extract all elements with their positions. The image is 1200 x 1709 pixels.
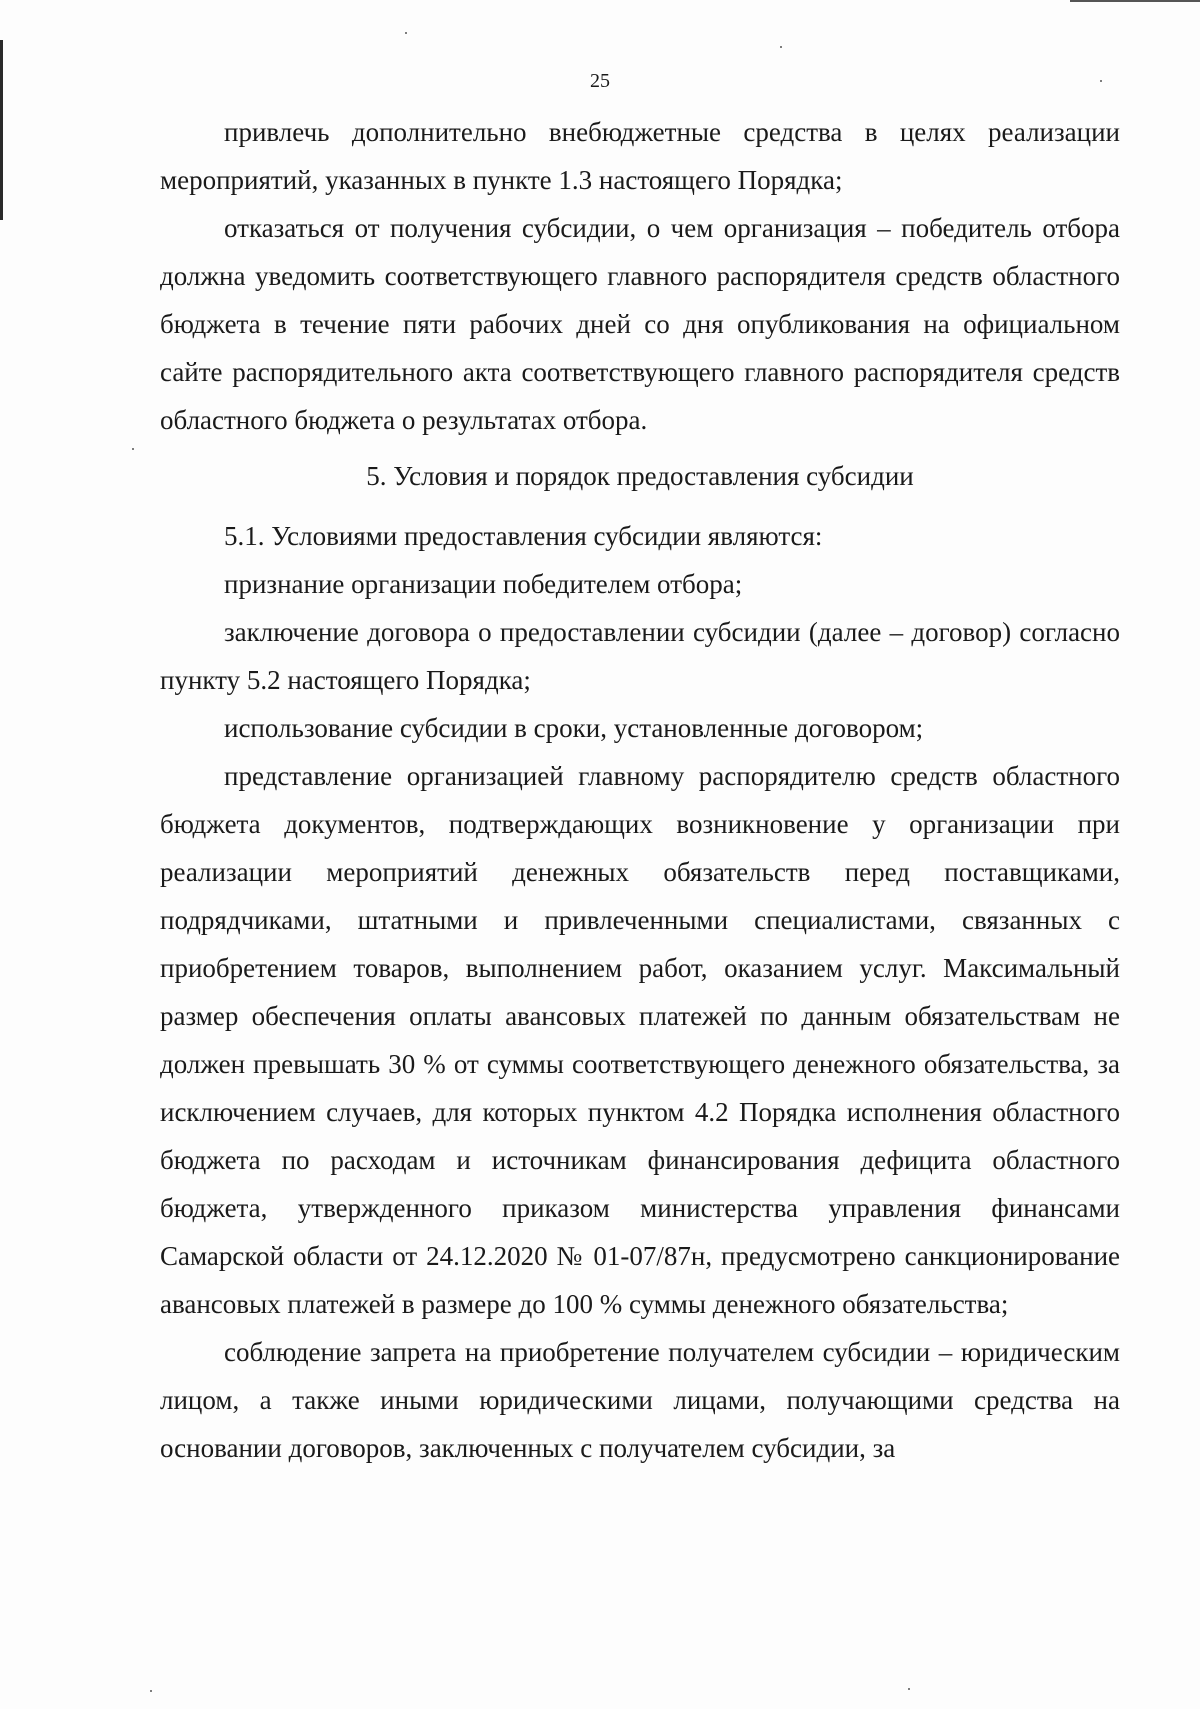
scan-edge-mark [1070, 0, 1200, 2]
paragraph: соблюдение запрета на приобретение получателем субсидии – юридическим лицом, а также иными юридическими лицами, получающими средства на основании договоров, заключенных с получателем субсидии, за [160, 1337, 1120, 1463]
page-number: 25 [590, 70, 610, 92]
paragraph: привлечь дополнительно внебюджетные средства в целях реализации мероприятий, указанных в пункте 1.3 настоящего Порядка; [160, 117, 1120, 195]
paragraph: заключение договора о предоставлении субсидии (далее – договор) согласно пункту 5.2 настоящего Порядка; [160, 617, 1120, 695]
scan-edge-mark [0, 40, 3, 220]
paragraph: 5.1. Условиями предоставления субсидии являются: [224, 521, 823, 551]
body-text-top [160, 108, 1120, 444]
scan-speck [908, 1688, 910, 1690]
paragraph: представление организацией главному распорядителю средств областного бюджета документов, подтверждающих возникновение у организации при реализации мероприятий денежных обязательств перед поставщиками, подрядчиками, штатными и привлеченными специалистами, связанных с приобретением товаров, выполнением работ, оказанием услуг. Максимальный размер обеспечения оплаты авансовых платежей по данным обязательствам не должен превышать 30 % от суммы соответствующего денежного обязательства, за исключением случаев, для которых пунктом 4.2 Порядка исполнения областного бюджета по расходам и источникам финансирования дефицита областного бюджета, утвержденного приказом министерства управления финансами Самарской области от 24.12.2020 № 01-07/87н, предусмотрено санкционирование авансовых платежей в размере до 100 % суммы денежного обязательства; [160, 761, 1120, 1319]
scan-speck [405, 32, 407, 34]
section-heading-block [160, 452, 1120, 500]
scan-speck [132, 448, 134, 450]
scan-speck [150, 1690, 152, 1692]
paragraph: признание организации победителем отбора; [224, 569, 743, 599]
paragraph: отказаться от получения субсидии, о чем организация – победитель отбора должна уведомить соответствующего главного распорядителя средств областного бюджета в течение пяти рабочих дней со дня опубликования на официальном сайте распорядительного акта соответствующего главного распорядителя средств областного бюджета о результатах отбора. [160, 213, 1120, 435]
paragraph: использование субсидии в сроки, установленные договором; [224, 713, 924, 743]
body-text-bottom [160, 512, 1120, 1472]
section-heading: 5. Условия и порядок предоставления субсидии [366, 461, 914, 491]
scan-speck [780, 46, 782, 48]
